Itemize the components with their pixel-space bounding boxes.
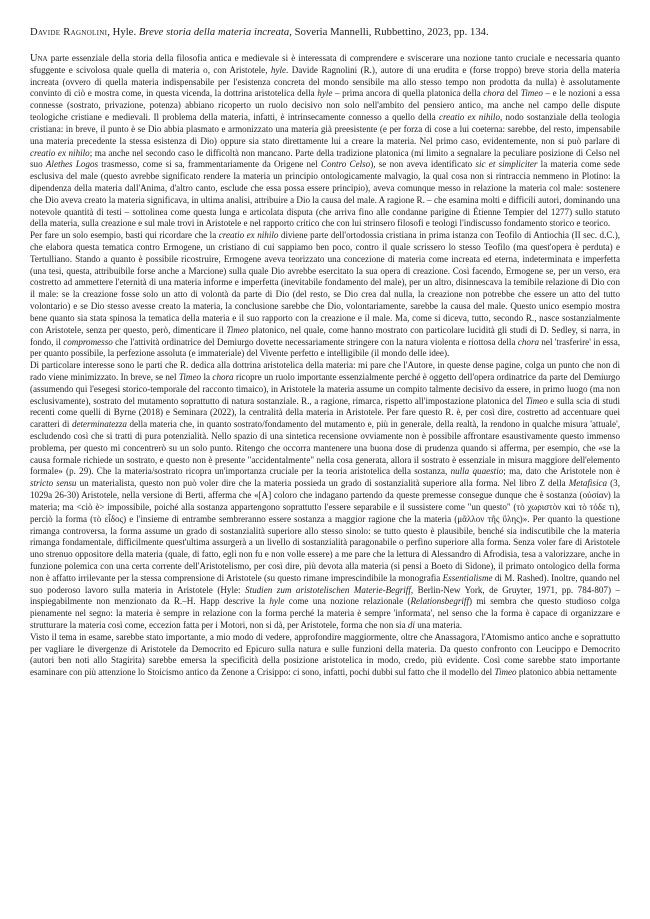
paragraph-3 [30,360,620,632]
text-run: di M. Rashed). Inoltre, quando nel suo poderoso lavoro sulla materia in Aristotele (Hyle: [30,572,620,595]
italic-term: hyle [269,596,285,607]
text-run: – e le nozioni a essa connesse (sostrato, privazione, potenza) abbiano ricoperto un ruolo decisivo non solo nell'ambito del pensiero antico, ma anche nel campo delle dispute teologiche cristiane e medievali. Il problema della materia, infatti, è intrinsecamente connesso a quello della [30,88,620,123]
text-run: che l'attività ordinatrice del Demiurgo dovette necessariamente stringere con la natura violenta e riottosa della [112,336,518,347]
italic-term: creatio ex nihilo [30,147,90,158]
italic-term: chora [212,371,234,382]
text-run: trasmesso, come si sa, frammentariamente da Origene nel [98,159,321,170]
italic-term: Timeo [520,88,543,99]
text-run: e sulla scia di studi recenti come quelli di Byrne (2018) e Seminara (2022), la centralità della materia in Aristotele. Per fare questo R. è, per così dire, costretto ad accentuare quei caratteri di [30,395,621,430]
italic-term: Timeo [494,667,517,678]
italic-term: Timeo [226,324,249,335]
paragraph-2 [30,230,620,360]
italic-term: hyle [270,64,287,75]
lead-word: Una [30,53,48,64]
text-run: (3, 1029a 26-30) Aristotele, nella versione di Berti, afferma che «[A] coloro che indagano partendo da queste premesse consegue dunque che è sostanza (οὐσίαν) la materia; ma <ciò è> impossibile, poiché alla sostanza appartengono soprattutto l'essere separabile e il sussistere come "un questo" (τὸ χωριστὸν καὶ τὸ τόδε τι), perciò la forma (τὸ εἶδος) e l'insieme di entrambe sembreranno essere sostanza a maggior ragione che la materia (μᾶλλον τῆς ὕλης)». Per quanto la questione rimanga controversa, la forma assume un grado di sostanzialità superiore allo stesso sinolo: se tutto questo è plausibile, benché sia indiscutibile che la materia rimanga fondamentale, difficilmente quest'ultima assurgerà a un livello di sostanzialità paragonabile o perfino superiore alla forma. Senza voler fare di Aristotele uno strenuo oppositore della materia (quale, di fatto, egli non fu e non volle essere) a me pare che la lettura di Alessandro di Afrodisia, tesa a valorizzare, anche in funzione polemica con una certa corrente dell'Aristotelismo, per così dire, più devota alla materia (si pensi a Boeto di Sidone), il primato ontologico della forma non è affatto irrilevante per la stessa comprensione di Aristotele (su questo rimane imprescindibile la monografia [30,478,620,583]
text-run: del [504,88,521,99]
text-run: platonico abbia nettamente [516,667,617,678]
italic-term: hyle [317,88,333,99]
book-publisher: , Soveria Mannelli, Rubbettino, 2023, pp. 134. [289,27,489,38]
book-author: Davide Ragnolini [30,27,108,38]
italic-term: Contro Celso [320,159,371,170]
text-run: platonico, nel quale, come hanno mostrato con particolare lucidità gli studi di D. Sedley, si narra, in fondo, il [30,324,620,347]
italic-term: determinatezza [71,419,127,430]
text-run: ; ma, dato che Aristotele non è [503,466,620,477]
italic-term: Alethes Logos [45,159,99,170]
italic-term: di [407,620,415,630]
italic-term: chora [517,336,540,347]
text-run: , nodo sostanziale della teologia cristiana: in breve, il punto è se Dio abbia plasmato e armonizzato una materia già preesistente (e per forza di cose a lui coeterna: sarebbe, del resto, impensabile una materia precedente la stessa esistenza di Dio) oppure sia stato direttamente lui a creare la materia. Nel primo caso, evidentemente, non si può parlare di [30,112,620,146]
text-run: Di particolare interesse sono le parti che R. dedica alla dottrina aristotelica della materia: mi pare che l'Autore, in queste dense pagine, colga un punto che non di rado viene minimizzato. In breve, se nel [30,360,620,382]
paragraph-1 [30,53,620,230]
italic-term: Timeo [525,395,548,406]
italic-term: Timeo [178,371,202,382]
book-title: Breve storia della materia increata [138,27,290,38]
text-run: ricopre un ruolo importante essenzialmente perché è oggetto dell'opera ordinatrice da parte del Demiurgo (assumendo qui l'esegesi storico-temporale del racconto timaico), in Aristotele la materia assume un compito talmente decisivo da essere, in primo luogo (ma non esclusivamente), sostrato del mutamento soprattutto di natura sostanziale. R., a ragione, rimarca, rispetto all'impostazione platonica del [30,371,621,406]
text-run: , Berlin-New York, de Gruyter, 1971, pp. 784-807) – inspiegabilmente non menzionato da R.–H. Happ descrive la [30,584,621,607]
text-run: ) mi sembra che questo studioso colga pienamente nel segno: la materia è sempre in relazione con la forma perché la materia è sempre 'informata', nel senso che la forma è capace di organizzare e strutturare la materia così come, eccezion fatta per i Motori, non si dà, per Aristotele, forma che non sia [30,596,620,630]
italic-term: creatio ex nihilo [438,112,500,123]
italic-term: stricto sensu [30,478,77,489]
text-run: Per fare un solo esempio, basti qui ricordare che la [30,230,219,241]
text-run: . Davide Ragnolini (R.), autore di una erudita e (forse troppo) breve storia della materia increata (ovvero di quella materia indispensabile per l'esistenza concreta del mondo sensibile ma allo stesso tempo non prodotta da nulla) è assolutamente convinto di ciò e mostra come, in questa vicenda, la dottrina aristotelica della [30,64,620,99]
review-page [30,26,620,679]
review-body [30,53,620,679]
text-run: parte essenziale della storia della filosofia antica e medievale si è interessata di comprendere e sviscerare una nozione tanto cruciale e necessaria quanto sfuggente e scivolosa quale quella di materia o, con Aristotele, [30,53,620,75]
italic-term: Studien zum aristotelischen Materie-Begriff [245,584,411,595]
text-run: un materialista, questo non può voler dire che la materia possieda un grado di sostanzialità superiore alla forma. Nel libro Z della [76,478,569,489]
text-run: come una nozione relazionale ( [284,596,411,607]
italic-term: chora [483,88,505,99]
text-run: la materia come sede esclusiva del male (questo avrebbe significato rendere la materia un principio ontologicamente malvagio, la qual cosa non si rintraccia nemmeno in Plotino: la dipendenza della materia dall'Anima, d'altro canto, esclude che essa possa essere principio), aveva comunque messo in relazione la materia col male: sostenere che Dio aveva creato la materia significava, in ultima analisi, attribuire a Dio la causa del male. A ragione R. – che esamina molti e difficili autori, dominando una notevole quantità di testi – sottolinea come questa lunga e articolata disputa (che arriva fino alle condanne parigine di Étienne Tempier del 1277) sullo statuto della materia, sulla creazione e sul male trovi in Aristotele e nel rapporto critico che con lui strinsero filosofi e teologi l'indiscusso fondamento storico e teorico. [30,159,620,229]
text-run: – prima ancora di quella platonica della [332,88,484,99]
italic-term: Essentialisme [442,572,493,583]
text-run: ; ma anche nel secondo caso le difficoltà non mancano. Parte della tradizione platonica (mi limito a segnalare la peculiare posizione di Celso nel suo [30,147,620,170]
italic-term: compromesso [63,336,113,347]
review-header [30,26,620,40]
italic-term: creatio ex nihilo [218,230,279,241]
italic-term: nulla quaestio [450,466,504,477]
text-run: una materia. [414,620,463,630]
text-run: della materia che, in quanto sostrato/fondamento del mutamento e, più in generale, della realtà, la rendono in qualche misura 'attuale', escludendo così che si tratti di pura potenzialità. Nello spazio di una sintetica recensione ovviamente non è possibile affrontare esaustivamente questo immenso problema, per questo mi concentrerò su un solo punto. Ritengo che occorra mantenere una buona dose di prudenza quando si afferma, per esempio, che «se la causa formale richiede un sostrato, e questo non è presente "accidentalmente" nella cosa generata, allora il sostrato è essenziale in misura maggiore dell'elemento formale» (p. 29). Che la materia/sostrato ricopra un'importanza cruciale per la teoria aristotelica della sostanza, [30,419,620,477]
book-title-prefix: , Hyle. [107,27,139,38]
text-run: nel 'trasferire' in essa, per quanto possibile, la perfezione assoluta (e immateriale) del Vivente perfetto e intelligibile (il mondo delle idee). [30,336,620,359]
paragraph-4 [30,632,620,679]
text-run: diviene parte dell'ortodossia cristiana in prima istanza con Teofilo di Antiochia (II sec. d.C.), che elabora questa tematica contro Ermogene, un cristiano di cui sappiamo ben poco, contro il quale scrissero lo stesso Teofilo (ma quest'opera è perduta) e Tertulliano. Stando a quanto è possibile ricostruire, Ermogene aveva teorizzato una concezione di materia come increata ed eterna, indeterminata e imperfetta (una tesi, questa, attribuibile forse anche a Marcione) sulla quale Dio avrebbe esercitato la sua opera di creazione. Così facendo, Ermogene se, per un verso, era costretto ad ammettere l'eternità di una materia informe e imperfetta (inevitabile fondamento del male), per un altro, disinnescava la temibile relazione di Dio con il male: se la creazione fosse solo un atto di volontà da parte di Dio (del resto, se Dio crea dal nulla, la creazione non potrebbe che essere un atto del tutto volontario) e se Dio stesso avesse creato la materia, la conclusione sarebbe che Dio, volontariamente, sarebbe la causa del male. Questo unico esempio mostra bene quanto sia stata spinosa la tematica della materia e il suo rapporto con la creazione e il male. Ma, come si diceva, tutto, secondo R., nasce sostanzialmente con Aristotele, senza per questo, però, dimenticare il [30,230,620,335]
italic-term: sic et simpliciter [475,159,538,170]
text-run: Visto il tema in esame, sarebbe stato importante, a mio modo di vedere, approfondire maggiormente, oltre che Anassagora, l'Atomismo antico anche e soprattutto per vagliare le divergenze di Aristotele da Democrito ed Epicuro sulla natura e sulle funzioni della materia. Da questo confronto con Leucippo e Democrito (autori ben noti allo Stagirita) sarebbe emersa la specificità della posizione aristotelica in modo, credo, più evidente. Così come sarebbe stato importante esaminare con più attenzione lo Stoicismo antico da Zenone a Crisippo: ci sono, infatti, pochi dubbi sul fatto che il modello del [30,631,620,678]
text-run: la [201,371,213,382]
italic-term: Relationsbegriff [410,596,469,607]
text-run: ), se non aveva identificato [370,159,476,170]
italic-term: Metafisica [568,478,608,489]
